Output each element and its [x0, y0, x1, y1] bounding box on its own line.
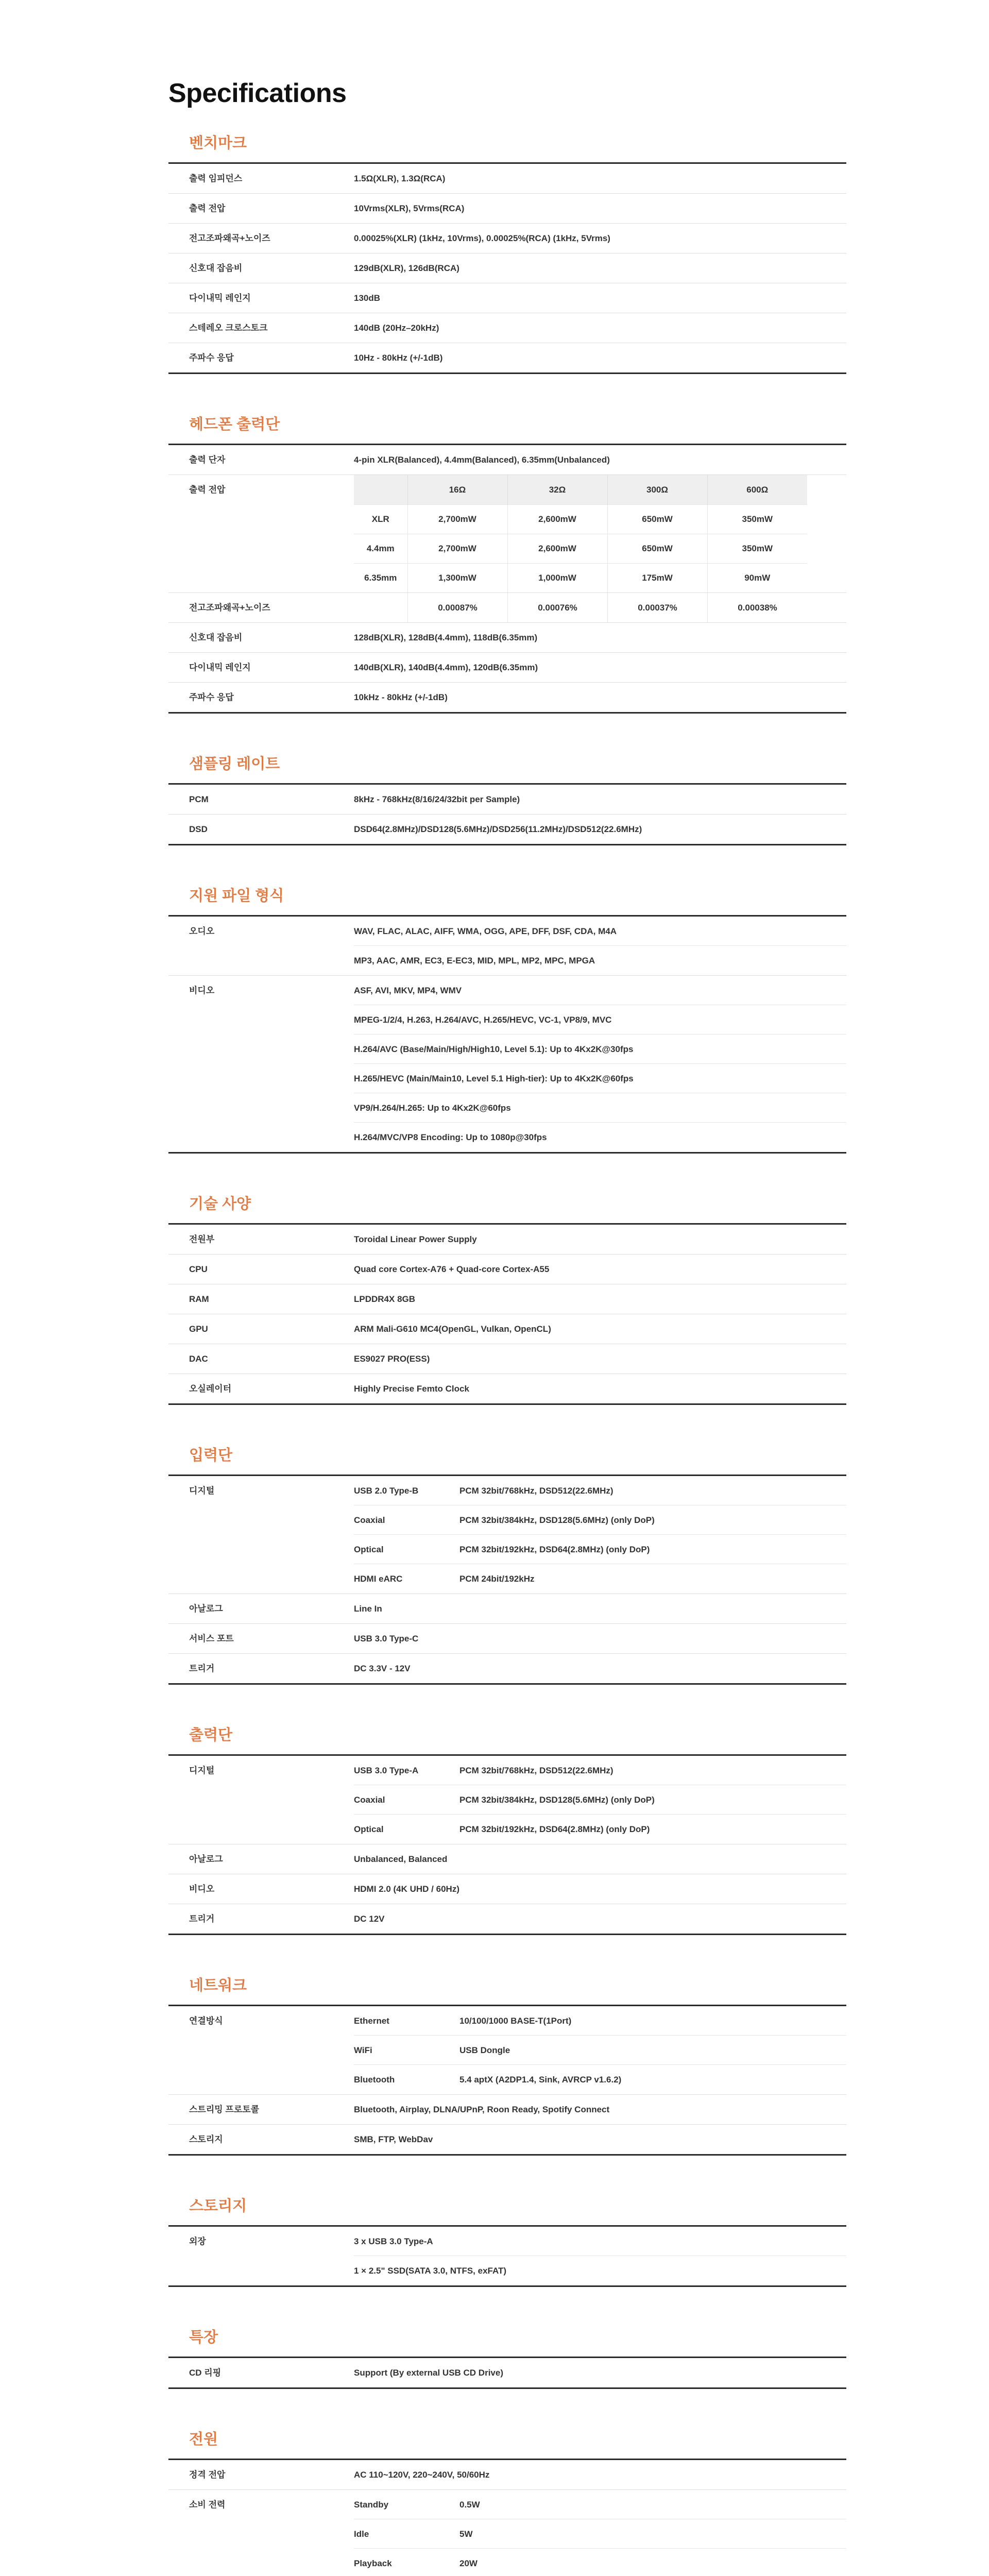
spec-label: 스테레오 크로스토크 [189, 323, 268, 333]
spec-row [168, 283, 846, 313]
spec-row [168, 224, 846, 253]
spec-row [168, 1874, 846, 1904]
sub-row [354, 2036, 846, 2065]
spec-label: 디지털 [189, 1486, 215, 1496]
row-header: 6.35mm [354, 563, 407, 592]
sub-value: PCM 32bit/192kHz, DSD64(2.8MHz) (only DoP) [459, 1545, 650, 1555]
sub-row [354, 1785, 846, 1815]
spec-label: 아날로그 [189, 1604, 223, 1614]
spec-value: DSD64(2.8MHz)/DSD128(5.6MHz)/DSD256(11.2MHz)/DSD512(22.6MHz) [354, 824, 642, 835]
sub-value: PCM 32bit/192kHz, DSD64(2.8MHz) (only DoP) [459, 1824, 650, 1835]
spec-value: LPDDR4X 8GB [354, 1294, 416, 1304]
spec-row [168, 2227, 846, 2285]
table-cell: 2,700mW [407, 534, 507, 563]
spec-row [168, 1344, 846, 1374]
table-cell: 90mW [707, 563, 807, 592]
spec-table [168, 1223, 846, 1405]
table-cell: 2,600mW [507, 534, 607, 563]
spec-label: 스트리밍 프로토콜 [189, 2105, 260, 2115]
spec-value: ASF, AVI, MKV, MP4, WMV [354, 976, 846, 1005]
sub-row [354, 2490, 846, 2519]
section-title: 샘플링 레이트 [189, 756, 280, 773]
spec-table [168, 1475, 846, 1685]
section-network [168, 1978, 846, 2156]
sub-row [354, 1756, 846, 1785]
sub-label: Playback [354, 2558, 392, 2569]
spec-label: CD 리핑 [189, 2368, 221, 2378]
sub-label: Optical [354, 1545, 384, 1555]
section-title: 스토리지 [189, 2198, 247, 2215]
spec-row [168, 1284, 846, 1314]
spec-row [168, 1374, 846, 1403]
spec-label: 전고조파왜곡+노이즈 [189, 603, 270, 613]
spec-label: 출력 전압 [189, 204, 226, 214]
sub-value: PCM 32bit/384kHz, DSD128(5.6MHz) (only DoP) [459, 1515, 655, 1526]
table-row [354, 534, 807, 563]
spec-row [168, 2006, 846, 2095]
spec-value: H.264/MVC/VP8 Encoding: Up to 1080p@30fps [354, 1132, 547, 1143]
column-header: 300Ω [607, 475, 707, 504]
spec-label: GPU [189, 1324, 208, 1334]
spec-value: H.265/HEVC (Main/Main10, Level 5.1 High-tier): Up to 4Kx2K@60fps [354, 1064, 846, 1093]
spec-table [168, 162, 846, 374]
spec-value: SMB, FTP, WebDav [354, 2134, 433, 2145]
table-cell: 650mW [607, 534, 707, 563]
spec-row [168, 1624, 846, 1654]
spec-row [168, 1756, 846, 1844]
sub-label: Standby [354, 2500, 389, 2510]
spec-value: USB 3.0 Type-C [354, 1634, 419, 1644]
thd-value: 0.00038% [707, 593, 807, 622]
spec-label: 연결방식 [189, 2016, 223, 2026]
sub-value: PCM 32bit/768kHz, DSD512(22.6MHz) [459, 1486, 613, 1496]
sub-label: WiFi [354, 2045, 372, 2056]
table-cell: 2,700mW [407, 504, 507, 534]
thd-value: 0.00087% [407, 593, 507, 622]
sub-value: USB Dongle [459, 2045, 510, 2056]
spec-label: 디지털 [189, 1766, 215, 1776]
sub-value: PCM 24bit/192kHz [459, 1574, 535, 1584]
section-power [168, 2432, 846, 2576]
sub-label: Idle [354, 2529, 369, 2539]
spec-value: Highly Precise Femto Clock [354, 1384, 469, 1394]
spec-value: Support (By external USB CD Drive) [354, 2368, 503, 2378]
spec-value: Bluetooth, Airplay, DLNA/UPnP, Roon Ready, Spotify Connect [354, 2105, 610, 2115]
spec-label: DSD [189, 824, 208, 835]
table-cell: 2,600mW [507, 504, 607, 534]
table-row [354, 563, 807, 592]
spec-label: 서비스 포트 [189, 1634, 234, 1644]
spec-label: 오실레이터 [189, 1384, 232, 1394]
spec-table [168, 783, 846, 845]
spec-value: Quad core Cortex-A76 + Quad-core Cortex-A55 [354, 1264, 550, 1275]
spec-page [168, 0, 846, 2576]
column-header: 16Ω [407, 475, 507, 504]
sub-label: Ethernet [354, 2016, 389, 2026]
spec-label: 신호대 잡음비 [189, 263, 243, 274]
spec-label: 스토리지 [189, 2134, 223, 2145]
spec-label: 신호대 잡음비 [189, 633, 243, 643]
spec-row-thd [168, 593, 846, 623]
spec-row [168, 2125, 846, 2154]
section-title: 지원 파일 형식 [189, 888, 284, 905]
spec-row [168, 164, 846, 194]
spec-value: 129dB(XLR), 126dB(RCA) [354, 263, 459, 274]
spec-label: 트리거 [189, 1664, 215, 1674]
spec-row [168, 2095, 846, 2125]
table-cell: 175mW [607, 563, 707, 592]
row-header: 4.4mm [354, 534, 407, 563]
spec-value: ARM Mali-G610 MC4(OpenGL, Vulkan, OpenCL) [354, 1324, 551, 1334]
spec-label: 아날로그 [189, 1854, 223, 1865]
spec-value: DC 12V [354, 1914, 385, 1924]
section-output [168, 1728, 846, 1935]
column-header: 600Ω [707, 475, 807, 504]
sub-row [354, 2006, 846, 2036]
sub-value: 5.4 aptX (A2DP1.4, Sink, AVRCP v1.6.2) [459, 2075, 622, 2085]
section-formats [168, 889, 846, 1154]
sub-row [354, 1564, 846, 1594]
spec-value: HDMI 2.0 (4K UHD / 60Hz) [354, 1884, 459, 1894]
output-voltage-table [354, 475, 807, 592]
thd-value: 0.00076% [507, 593, 607, 622]
spec-row [168, 313, 846, 343]
table-corner [354, 475, 407, 504]
table-cell: 350mW [707, 504, 807, 534]
spec-table [168, 2225, 846, 2287]
section-title: 벤치마크 [189, 135, 247, 152]
spec-label: 전원부 [189, 1234, 215, 1245]
sub-value: PCM 32bit/384kHz, DSD128(5.6MHz) (only DoP) [459, 1795, 655, 1805]
sub-label: Coaxial [354, 1515, 385, 1526]
thd-value: 0.00037% [607, 593, 707, 622]
spec-table [168, 2005, 846, 2156]
sub-label: USB 2.0 Type-B [354, 1486, 419, 1496]
spec-row [168, 976, 846, 1152]
spec-row [168, 2490, 846, 2576]
spec-row [168, 194, 846, 224]
spec-value: MPEG-1/2/4, H.263, H.264/AVC, H.265/HEVC, VC-1, VP8/9, MVC [354, 1005, 846, 1035]
spec-row [168, 1476, 846, 1594]
sub-label: USB 3.0 Type-A [354, 1766, 419, 1776]
sub-value: 0.5W [459, 2500, 480, 2510]
sub-label: Optical [354, 1824, 384, 1835]
spec-label: 비디오 [189, 986, 215, 996]
section-sampling [168, 757, 846, 845]
sub-row [354, 2065, 846, 2094]
spec-label: 트리거 [189, 1914, 215, 1924]
spec-row [168, 785, 846, 815]
table-row [354, 504, 807, 534]
section-tech [168, 1197, 846, 1405]
spec-label: 비디오 [189, 1884, 215, 1894]
spec-row [168, 2460, 846, 2490]
spec-label: PCM [189, 794, 209, 805]
spec-value: 10kHz - 80kHz (+/-1dB) [354, 692, 448, 703]
spec-value: 10Hz - 80kHz (+/-1dB) [354, 353, 443, 363]
spec-row [168, 1225, 846, 1255]
spec-row [168, 1594, 846, 1624]
spec-value: WAV, FLAC, ALAC, AIFF, WMA, OGG, APE, DFF, DSF, CDA, M4A [354, 917, 846, 946]
spec-row [168, 1844, 846, 1874]
spec-row [168, 445, 846, 475]
spec-label: 출력 임피던스 [189, 174, 243, 184]
spec-label: DAC [189, 1354, 208, 1364]
sub-row [354, 1815, 846, 1844]
page-title: Specifications [168, 78, 347, 108]
table-cell: 350mW [707, 534, 807, 563]
spec-row [168, 1904, 846, 1934]
spec-value: 128dB(XLR), 128dB(4.4mm), 118dB(6.35mm) [354, 633, 538, 643]
section-headphone [168, 417, 846, 714]
spec-label: 주파수 응답 [189, 353, 234, 363]
sub-row [354, 1476, 846, 1505]
sub-row [354, 1505, 846, 1535]
spec-row [168, 623, 846, 653]
sub-row [354, 1535, 846, 1564]
sub-value: 10/100/1000 BASE-T(1Port) [459, 2016, 572, 2026]
spec-table [168, 2357, 846, 2389]
section-input [168, 1448, 846, 1685]
spec-value: 3 x USB 3.0 Type-A [354, 2227, 846, 2256]
spec-row [168, 253, 846, 283]
spec-table [168, 444, 846, 714]
spec-table [168, 1754, 846, 1935]
sub-label: Coaxial [354, 1795, 385, 1805]
spec-value: 130dB [354, 293, 381, 303]
sub-label: HDMI eARC [354, 1574, 403, 1584]
spec-value: 1 × 2.5" SSD(SATA 3.0, NTFS, exFAT) [354, 2266, 507, 2276]
sub-row [354, 2519, 846, 2549]
sub-value: 20W [459, 2558, 478, 2569]
spec-value: 0.00025%(XLR) (1kHz, 10Vrms), 0.00025%(RCA) (1kHz, 5Vrms) [354, 233, 610, 244]
sub-value: 5W [459, 2529, 473, 2539]
section-title: 특장 [189, 2329, 218, 2346]
spec-label: CPU [189, 1264, 208, 1275]
column-header: 32Ω [507, 475, 607, 504]
spec-row-output-voltage [168, 475, 846, 593]
spec-row [168, 1654, 846, 1683]
spec-value: Toroidal Linear Power Supply [354, 1234, 477, 1245]
sub-row [354, 2549, 846, 2576]
spec-row [168, 683, 846, 712]
spec-row [168, 2358, 846, 2387]
spec-value: AC 110~120V, 220~240V, 50/60Hz [354, 2470, 490, 2480]
spec-row [168, 1255, 846, 1284]
section-title: 전원 [189, 2431, 218, 2448]
spec-value: H.264/AVC (Base/Main/High/High10, Level 5.1): Up to 4Kx2K@30fps [354, 1035, 846, 1064]
spec-value: 140dB (20Hz–20kHz) [354, 323, 439, 333]
sub-value: PCM 32bit/768kHz, DSD512(22.6MHz) [459, 1766, 613, 1776]
spec-label: 다이내믹 레인지 [189, 293, 251, 303]
spec-row [168, 917, 846, 976]
section-benchmark [168, 136, 846, 374]
spec-label: 소비 전력 [189, 2500, 226, 2510]
spec-label: 외장 [189, 2236, 206, 2247]
spec-value: Line In [354, 1604, 382, 1614]
spec-value: 4-pin XLR(Balanced), 4.4mm(Balanced), 6.35mm(Unbalanced) [354, 455, 610, 465]
table-cell: 1,300mW [407, 563, 507, 592]
spec-row [168, 1314, 846, 1344]
section-title: 기술 사양 [189, 1196, 251, 1213]
sub-label: Bluetooth [354, 2075, 395, 2085]
spec-value: 10Vrms(XLR), 5Vrms(RCA) [354, 204, 465, 214]
spec-row [168, 343, 846, 372]
spec-value: 1.5Ω(XLR), 1.3Ω(RCA) [354, 174, 446, 184]
section-title: 네트워크 [189, 1977, 247, 1994]
spec-row [168, 653, 846, 683]
spec-value: DC 3.3V - 12V [354, 1664, 411, 1674]
spec-label: 오디오 [189, 926, 215, 937]
spec-label: 출력 전압 [189, 485, 226, 495]
section-title: 입력단 [189, 1447, 233, 1464]
spec-value: 8kHz - 768kHz(8/16/24/32bit per Sample) [354, 794, 520, 805]
row-header: XLR [354, 504, 407, 534]
spec-value: VP9/H.264/H.265: Up to 4Kx2K@60fps [354, 1093, 846, 1123]
spec-value: ES9027 PRO(ESS) [354, 1354, 430, 1364]
spec-label: 다이내믹 레인지 [189, 663, 251, 673]
spec-label: 정격 전압 [189, 2470, 226, 2480]
section-title: 출력단 [189, 1727, 233, 1744]
spec-table [168, 2459, 846, 2576]
section-title: 헤드폰 출력단 [189, 416, 280, 433]
spec-label: 주파수 응답 [189, 692, 234, 703]
spec-row [168, 815, 846, 844]
spec-label: 출력 단자 [189, 455, 226, 465]
spec-label: RAM [189, 1294, 209, 1304]
spec-label: 전고조파왜곡+노이즈 [189, 233, 270, 244]
section-feature [168, 2330, 846, 2389]
spec-value: 140dB(XLR), 140dB(4.4mm), 120dB(6.35mm) [354, 663, 538, 673]
spec-value: Unbalanced, Balanced [354, 1854, 448, 1865]
table-cell: 650mW [607, 504, 707, 534]
section-storage [168, 2199, 846, 2287]
spec-value: MP3, AAC, AMR, EC3, E-EC3, MID, MPL, MP2, MPC, MPGA [354, 956, 595, 966]
spec-table [168, 915, 846, 1154]
table-cell: 1,000mW [507, 563, 607, 592]
